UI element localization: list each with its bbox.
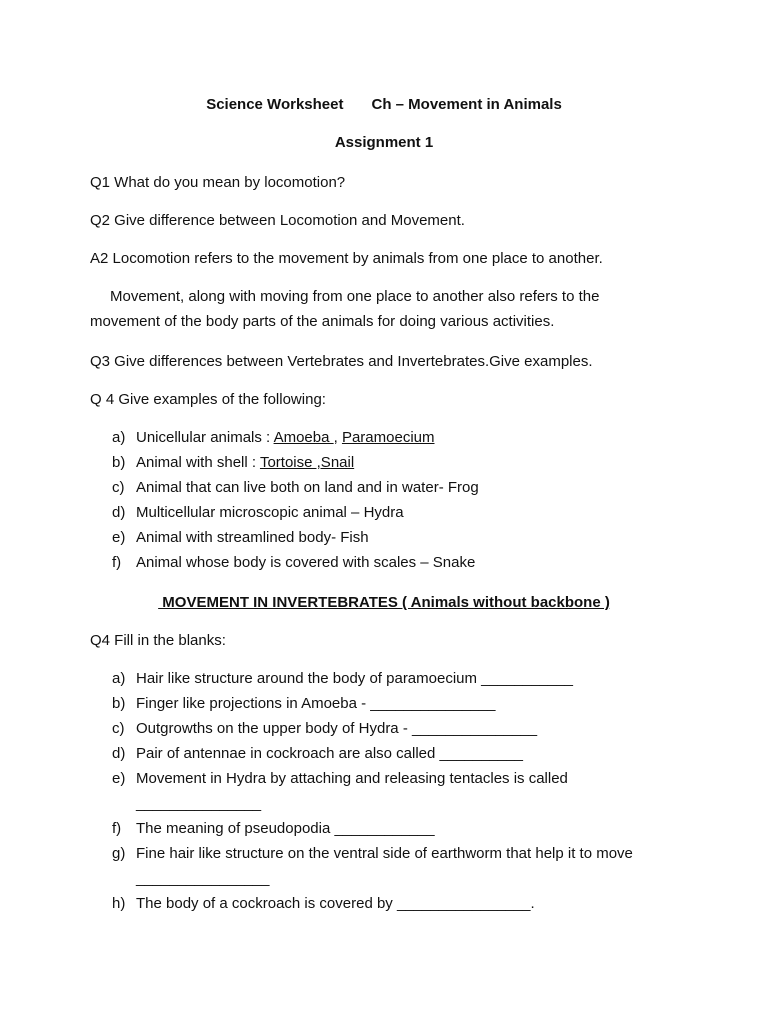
blank-text: The meaning of pseudopodia ____________ xyxy=(136,820,435,837)
list-item xyxy=(112,450,479,475)
list-item xyxy=(112,841,646,891)
blank-text: Finger like projections in Amoeba - _______________ xyxy=(136,695,496,712)
question-3: Q3 Give differences between Vertebrates and Invertebrates.Give examples. xyxy=(90,353,593,370)
title-subject: Science Worksheet xyxy=(206,96,344,113)
list-item xyxy=(112,500,479,525)
list-marker: d) xyxy=(112,745,126,762)
list-item xyxy=(112,766,606,816)
example-text: Animal that can live both on land and in water- Frog xyxy=(136,479,479,496)
list-item xyxy=(112,525,479,550)
list-marker: c) xyxy=(112,720,125,737)
list-marker: h) xyxy=(112,895,126,912)
blank-text: Hair like structure around the body of paramoecium ___________ xyxy=(136,670,573,687)
list-marker: c) xyxy=(112,479,125,496)
blank-text: Outgrowths on the upper body of Hydra - _______________ xyxy=(136,720,538,737)
list-marker: a) xyxy=(112,670,126,687)
question-1: Q1 What do you mean by locomotion? xyxy=(90,174,346,191)
question-2: Q2 Give difference between Locomotion and Movement. xyxy=(90,212,465,229)
list-item xyxy=(112,891,672,916)
example-answer: Tortoise ,Snail xyxy=(259,454,355,471)
blank-text: Movement in Hydra by attaching and releasing tentacles is called _______________ xyxy=(136,770,568,812)
list-marker: f) xyxy=(112,554,122,571)
list-item xyxy=(112,666,672,691)
list-marker: b) xyxy=(112,695,126,712)
list-marker: e) xyxy=(112,529,126,546)
example-answer: Paramoecium xyxy=(341,429,435,446)
title-chapter: Ch – Movement in Animals xyxy=(371,96,562,113)
example-text: Multicellular microscopic animal – Hydra xyxy=(136,504,404,521)
list-marker: f) xyxy=(112,820,122,837)
answer-2: A2 Locomotion refers to the movement by animals from one place to another. xyxy=(90,250,603,267)
assignment-heading: Assignment 1 xyxy=(334,134,434,151)
fill-blanks-list xyxy=(112,666,672,916)
example-text: Animal with streamlined body- Fish xyxy=(136,529,369,546)
answer-2-continued xyxy=(90,284,670,334)
examples-list xyxy=(112,425,479,575)
example-text: Unicellular animals : xyxy=(136,429,274,446)
answer-2-continued-text: Movement, along with moving from one place to another also refers to the movement of the body parts of the animals for doing various activities. xyxy=(90,288,600,330)
list-item xyxy=(112,550,479,575)
list-item xyxy=(112,816,672,841)
question-4-fill: Q4 Fill in the blanks: xyxy=(90,632,226,649)
list-item xyxy=(112,475,479,500)
section-heading: MOVEMENT IN INVERTEBRATES ( Animals without backbone ) xyxy=(158,594,610,611)
list-item xyxy=(112,741,672,766)
example-text: Animal whose body is covered with scales – Snake xyxy=(136,554,476,571)
question-4: Q 4 Give examples of the following: xyxy=(90,391,326,408)
list-marker: g) xyxy=(112,845,126,862)
list-marker: a) xyxy=(112,429,126,446)
list-item xyxy=(112,691,672,716)
blank-text: The body of a cockroach is covered by ________________. xyxy=(136,895,535,912)
page-title xyxy=(0,96,768,113)
example-answer: Amoeba xyxy=(273,429,334,446)
example-text: Animal with shell : xyxy=(136,454,260,471)
list-item xyxy=(112,425,479,450)
list-item xyxy=(112,716,672,741)
list-marker: b) xyxy=(112,454,126,471)
blank-text: Pair of antennae in cockroach are also called __________ xyxy=(136,745,523,762)
list-marker: e) xyxy=(112,770,126,787)
blank-text: Fine hair like structure on the ventral side of earthworm that help it to move ________________ xyxy=(136,845,633,887)
example-separator: , xyxy=(333,429,342,446)
list-marker: d) xyxy=(112,504,126,521)
